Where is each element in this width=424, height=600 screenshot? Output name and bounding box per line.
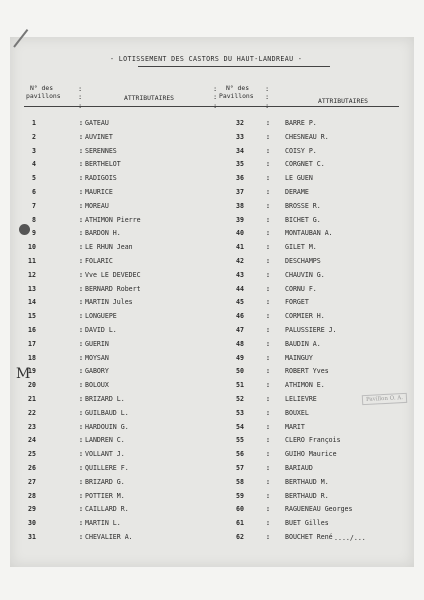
pavillon-number-left: 30 <box>28 519 36 528</box>
attributaire-right: BOUXEL <box>285 408 309 417</box>
header-num-right-1: N° des <box>226 84 250 92</box>
attributaire-right: CORMIER H. <box>285 312 325 321</box>
column-separator: : <box>79 270 83 279</box>
column-separator: : <box>79 298 83 307</box>
pavillon-number-left: 12 <box>28 270 36 279</box>
attributaire-left: GABORY <box>85 367 109 376</box>
header-num-left-1: N° des <box>30 84 54 92</box>
column-separator: : <box>79 312 83 321</box>
pavillon-number-right: 43 <box>236 270 244 279</box>
column-separator: : <box>79 339 83 348</box>
pavillon-number-right: 41 <box>236 243 244 252</box>
column-separator: : <box>79 367 83 376</box>
pavillon-number-right: 49 <box>236 353 244 362</box>
column-separator: : <box>266 160 270 169</box>
column-separator: : <box>266 450 270 459</box>
attributaire-right: BARIAUD <box>285 464 313 472</box>
header-sep: : <box>265 102 270 110</box>
column-separator: : <box>79 201 83 210</box>
column-separator: : <box>79 326 83 334</box>
column-separator: : <box>79 132 83 141</box>
attributaire-right: MONTAUBAN A. <box>285 229 333 238</box>
header-sep: : <box>78 102 83 110</box>
pavillon-number-left: 13 <box>28 284 36 293</box>
column-separator: : <box>79 505 83 514</box>
pavillon-number-left: 18 <box>28 353 36 362</box>
continuation-mark: ..../... <box>334 534 366 542</box>
column-separator: : <box>79 422 83 431</box>
pavillon-number-right: 39 <box>236 215 244 224</box>
pavillon-number-right: 48 <box>236 339 244 348</box>
pavillon-number-right: 59 <box>236 491 244 500</box>
attributaire-left: Vve LE DEVEDEC <box>85 270 141 279</box>
pavillon-number-right: 40 <box>236 229 244 238</box>
punch-hole <box>19 224 30 235</box>
attributaire-right: PALUSSIERE J. <box>285 326 337 334</box>
attributaire-left: POTTIER M. <box>85 491 125 500</box>
document-sheet <box>10 37 414 567</box>
attributaire-right: BERTHAUD R. <box>285 491 329 500</box>
attributaire-right: GUIHO Maurice <box>285 450 337 459</box>
column-separator: : <box>266 312 270 321</box>
pavillon-number-left: 28 <box>28 491 36 500</box>
attributaire-right: BOUCHET René <box>285 533 333 541</box>
column-separator: : <box>266 174 270 183</box>
attributaire-left: MARTIN Jules <box>85 298 133 307</box>
column-separator: : <box>266 422 270 431</box>
column-separator: : <box>79 436 83 445</box>
column-separator: : <box>266 519 270 528</box>
pavillon-number-right: 53 <box>236 408 244 417</box>
pavillon-number-left: 27 <box>28 477 36 486</box>
attributaire-left: GATEAU <box>85 119 109 127</box>
pavillon-number-left: 21 <box>28 395 36 403</box>
pavillon-number-left: 25 <box>28 450 36 459</box>
column-separator: : <box>79 450 83 459</box>
attributaire-right: ATHIMON E. <box>285 381 325 390</box>
pavillon-number-left: 2 <box>32 132 36 141</box>
attributaire-right: CORGNET C. <box>285 160 325 169</box>
attributaire-right: CHESNEAU R. <box>285 132 329 141</box>
column-separator: : <box>79 119 83 127</box>
pavillon-number-right: 46 <box>236 312 244 321</box>
attributaire-left: BRIZARD G. <box>85 477 125 486</box>
attributaire-right: MAINGUY <box>285 353 313 362</box>
header-num-right-2: Pavillons <box>219 92 254 100</box>
column-separator: : <box>266 243 270 252</box>
column-separator: : <box>79 353 83 362</box>
pavillon-number-left: 9 <box>32 229 36 238</box>
attributaire-left: LE RHUN Jean <box>85 243 133 252</box>
pavillon-number-right: 47 <box>236 326 244 334</box>
header-sep: : <box>213 93 218 101</box>
attributaire-left: BERTHELOT <box>85 160 121 169</box>
pavillon-number-left: 6 <box>32 188 36 196</box>
column-separator: : <box>266 505 270 514</box>
column-separator: : <box>79 533 83 541</box>
attributaire-right: DERAME <box>285 188 309 196</box>
attributaire-left: RADIGOIS <box>85 174 117 183</box>
attributaire-left: BARDON H. <box>85 229 121 238</box>
attributaire-right: MARIT <box>285 422 305 431</box>
pavillon-number-left: 8 <box>32 215 36 224</box>
column-separator: : <box>79 146 83 155</box>
column-separator: : <box>266 491 270 500</box>
pavillon-number-left: 1 <box>32 119 36 127</box>
pavillon-number-right: 54 <box>236 422 244 431</box>
column-separator: : <box>79 257 83 265</box>
pavillon-number-left: 23 <box>28 422 36 431</box>
column-separator: : <box>266 188 270 196</box>
header-sep: : <box>213 85 218 93</box>
header-sep: : <box>78 85 83 93</box>
column-separator: : <box>266 436 270 445</box>
pavillon-number-right: 35 <box>236 160 244 169</box>
pavillon-number-left: 5 <box>32 174 36 183</box>
pavillon-number-left: 10 <box>28 243 36 252</box>
column-separator: : <box>266 408 270 417</box>
pavillon-number-right: 37 <box>236 188 244 196</box>
attributaire-right: ROBERT Yves <box>285 367 329 376</box>
column-separator: : <box>266 284 270 293</box>
attributaire-left: VOLLANT J. <box>85 450 125 459</box>
pavillon-number-right: 50 <box>236 367 244 376</box>
pavillon-number-left: 16 <box>28 326 36 334</box>
attributaire-right: GILET M. <box>285 243 317 252</box>
pavillon-number-right: 58 <box>236 477 244 486</box>
pavillon-number-right: 61 <box>236 519 244 528</box>
attributaire-left: BERNARD Robert <box>85 284 141 293</box>
title-underline <box>138 66 330 67</box>
column-separator: : <box>266 464 270 472</box>
attributaire-left: SERENNES <box>85 146 117 155</box>
header-sep: : <box>265 85 270 93</box>
column-separator: : <box>79 174 83 183</box>
attributaire-left: BOLOUX <box>85 381 109 390</box>
pavillon-number-right: 52 <box>236 395 244 403</box>
column-separator: : <box>79 477 83 486</box>
attributaire-left: MAURICE <box>85 188 113 196</box>
pavillon-number-right: 44 <box>236 284 244 293</box>
attributaire-left: FOLARIC <box>85 257 113 265</box>
pavillon-number-left: 15 <box>28 312 36 321</box>
column-separator: : <box>266 353 270 362</box>
column-separator: : <box>79 160 83 169</box>
attributaire-left: MOREAU <box>85 201 109 210</box>
pavillon-number-left: 22 <box>28 408 36 417</box>
pavillon-number-left: 14 <box>28 298 36 307</box>
column-separator: : <box>79 395 83 403</box>
pavillon-number-left: 19 <box>28 367 36 376</box>
column-separator: : <box>79 215 83 224</box>
attributaire-right: RAGUENEAU Georges <box>285 505 353 514</box>
pavillon-number-right: 55 <box>236 436 244 445</box>
attributaire-right: BUET Gilles <box>285 519 329 528</box>
column-separator: : <box>266 367 270 376</box>
header-attributaires-left: ATTRIBUTAIRES <box>124 94 175 102</box>
pavillon-number-right: 42 <box>236 257 244 265</box>
attributaire-left: AUVINET <box>85 132 113 141</box>
column-separator: : <box>266 132 270 141</box>
column-separator: : <box>79 464 83 472</box>
attributaire-right: LE GUEN <box>285 174 313 183</box>
pavillon-number-right: 60 <box>236 505 244 514</box>
attributaire-left: GUILBAUD L. <box>85 408 129 417</box>
pavillon-number-right: 57 <box>236 464 244 472</box>
attributaire-left: LANDREN C. <box>85 436 125 445</box>
pavillon-number-left: 24 <box>28 436 36 445</box>
attributaire-right: COISY P. <box>285 146 317 155</box>
header-sep: : <box>78 93 83 101</box>
column-separator: : <box>266 229 270 238</box>
attributaire-right: BERTHAUD M. <box>285 477 329 486</box>
pavillon-number-right: 38 <box>236 201 244 210</box>
pavillon-number-right: 36 <box>236 174 244 183</box>
attributaire-left: QUILLERE F. <box>85 464 129 472</box>
document-title: - LOTISSEMENT DES CASTORS DU HAUT-LANDREAU - <box>110 55 303 63</box>
pavillon-number-left: 4 <box>32 160 36 169</box>
column-separator: : <box>79 381 83 390</box>
pavillon-number-left: 26 <box>28 464 36 472</box>
column-separator: : <box>266 201 270 210</box>
pavillon-number-right: 51 <box>236 381 244 390</box>
column-separator: : <box>266 146 270 155</box>
attributaire-left: BRIZARD L. <box>85 395 125 403</box>
column-separator: : <box>266 215 270 224</box>
pavillon-number-right: 32 <box>236 119 244 127</box>
attributaire-right: BARRE P. <box>285 119 317 127</box>
column-separator: : <box>266 339 270 348</box>
attributaire-left: HARDOUIN G. <box>85 422 129 431</box>
attributaire-right: FORGET <box>285 298 309 307</box>
column-separator: : <box>266 395 270 403</box>
handwritten-mark: M <box>16 366 31 382</box>
attributaire-left: CHEVALIER A. <box>85 533 133 541</box>
column-separator: : <box>266 119 270 127</box>
pavillon-number-left: 11 <box>28 257 36 265</box>
column-separator: : <box>79 519 83 528</box>
header-num-left-2: pavillons <box>26 92 61 100</box>
pavillon-number-left: 3 <box>32 146 36 155</box>
pavillon-number-right: 45 <box>236 298 244 307</box>
attributaire-left: MOYSAN <box>85 353 109 362</box>
header-sep: : <box>265 93 270 101</box>
column-separator: : <box>266 257 270 265</box>
attributaire-left: ATHIMON Pierre <box>85 215 141 224</box>
pavillon-number-right: 33 <box>236 132 244 141</box>
pavillon-number-left: 7 <box>32 201 36 210</box>
column-separator: : <box>266 270 270 279</box>
column-separator: : <box>79 491 83 500</box>
column-separator: : <box>79 188 83 196</box>
pavillon-number-left: 20 <box>28 381 36 390</box>
attributaire-right: LELIEVRE <box>285 395 317 403</box>
header-sep: : <box>213 102 218 110</box>
attributaire-right: BROSSE R. <box>285 201 321 210</box>
attributaire-right: CHAUVIN G. <box>285 270 325 279</box>
pavillon-number-right: 56 <box>236 450 244 459</box>
column-separator: : <box>266 381 270 390</box>
attributaire-right: CLERO François <box>285 436 341 445</box>
attributaire-right: DESCHAMPS <box>285 257 321 265</box>
attributaire-right: BICHET G. <box>285 215 321 224</box>
attributaire-left: LONGUEPE <box>85 312 117 321</box>
attributaire-right: CORNU F. <box>285 284 317 293</box>
column-separator: : <box>79 229 83 238</box>
pavillon-number-left: 17 <box>28 339 36 348</box>
attributaire-left: DAVID L. <box>85 326 117 334</box>
column-separator: : <box>266 298 270 307</box>
column-separator: : <box>79 243 83 252</box>
pavillon-number-left: 31 <box>28 533 36 541</box>
pavillon-number-right: 34 <box>236 146 244 155</box>
attributaire-left: MARTIN L. <box>85 519 121 528</box>
column-separator: : <box>266 533 270 541</box>
pavillon-number-right: 62 <box>236 533 244 541</box>
pavillon-number-left: 29 <box>28 505 36 514</box>
column-separator: : <box>79 284 83 293</box>
column-separator: : <box>266 326 270 334</box>
attributaire-right: BAUDIN A. <box>285 339 321 348</box>
attributaire-left: GUERIN <box>85 339 109 348</box>
header-attributaires-right: ATTRIBUTAIRES <box>318 97 369 105</box>
attributaire-left: CAILLARD R. <box>85 505 129 514</box>
column-separator: : <box>266 477 270 486</box>
margin-stamp: Pavillon O. A. <box>362 393 408 405</box>
column-separator: : <box>79 408 83 417</box>
